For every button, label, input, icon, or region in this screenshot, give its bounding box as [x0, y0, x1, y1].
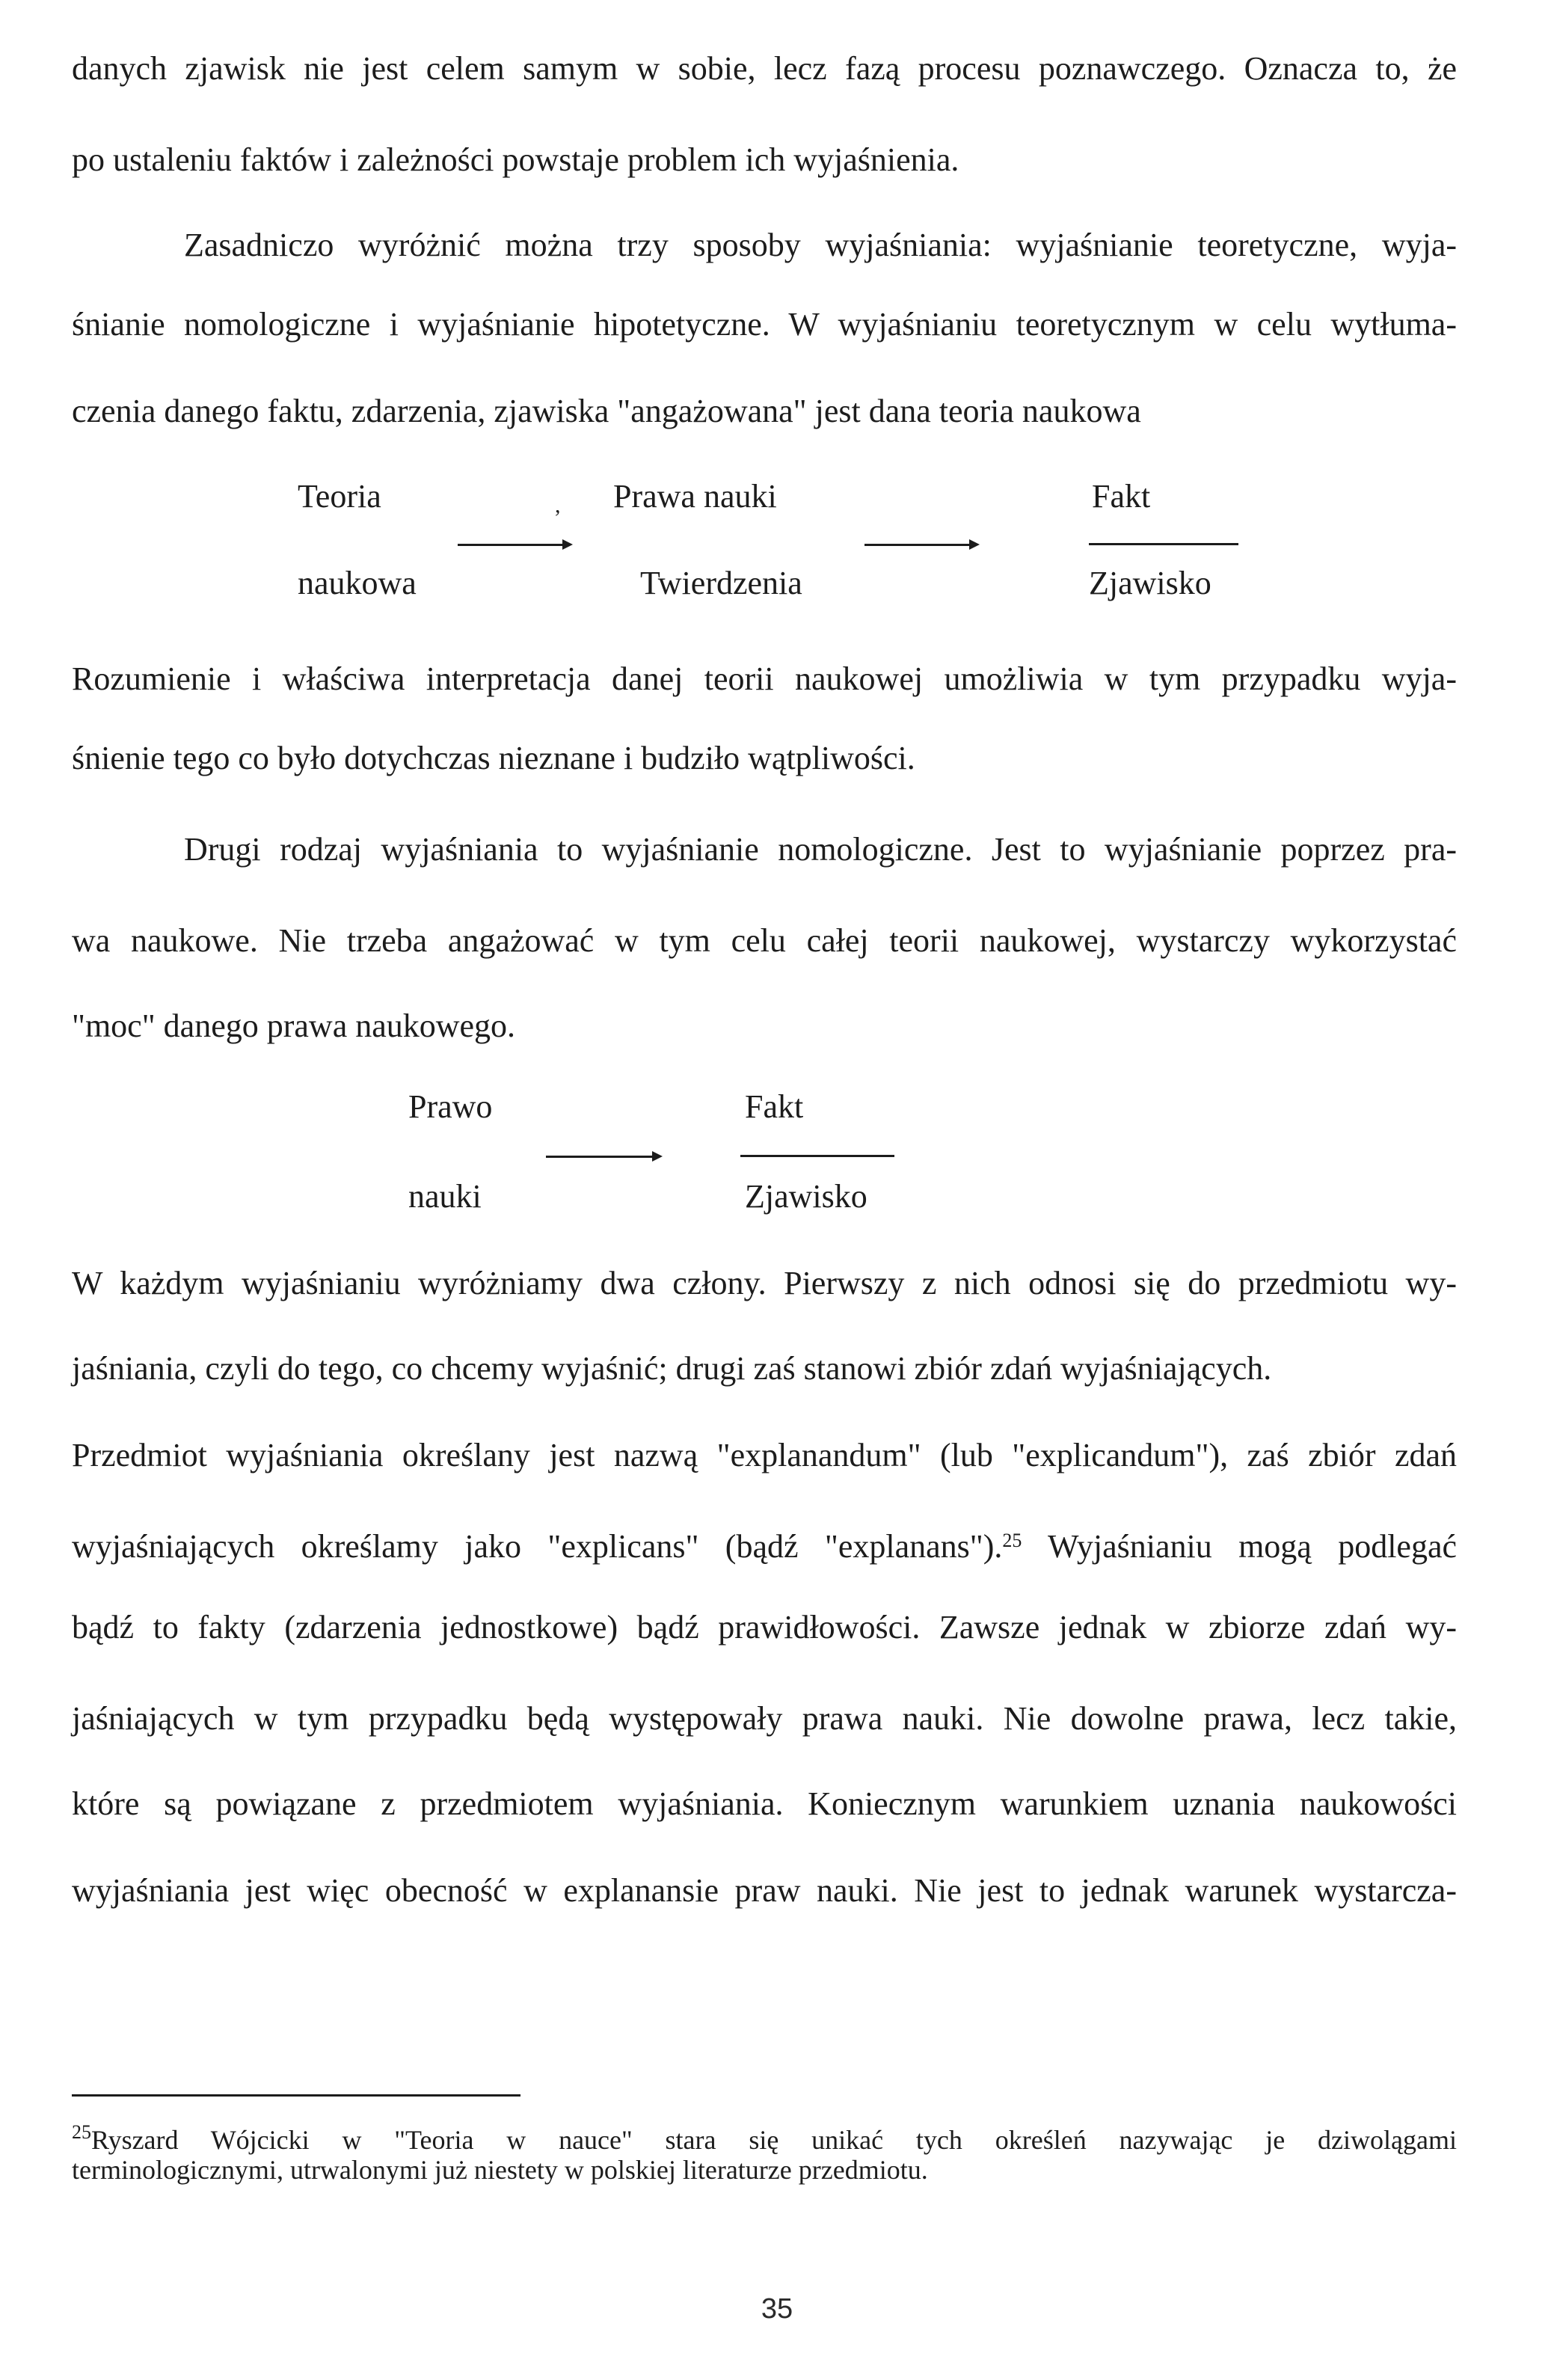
diagram-laws-bottom: Twierdzenia: [640, 565, 802, 601]
diagram-fact-top: Fakt: [1092, 478, 1151, 515]
body-line: Przedmiot wyjaśniania określany jest nazwą "explanandum" (lub "explicandum"), zaś zbiór zdań: [72, 1437, 1457, 1473]
body-line-text: wyjaśniających określamy jako "explicans" (bądź "explanans").: [72, 1528, 1003, 1565]
body-line: Rozumienie i właściwa interpretacja danej teorii naukowej umożliwia w tym przypadku wyja-: [72, 660, 1457, 697]
body-line: śnienie tego co było dotychczas nieznane i budziło wątpliwości.: [72, 740, 915, 776]
diagram-theory-bottom: naukowa: [298, 565, 417, 601]
footnote-divider: [72, 2094, 520, 2097]
body-line: "moc" danego prawa naukowego.: [72, 1007, 516, 1044]
body-line: jaśniających w tym przypadku będą występowały prawa nauki. Nie dowolne prawa, lecz takie,: [72, 1700, 1457, 1737]
body-line: Drugi rodzaj wyjaśniania to wyjaśnianie nomologiczne. Jest to wyjaśnianie poprzez pra-: [184, 831, 1457, 868]
diagram2-fact-bottom: Zjawisko: [745, 1178, 867, 1215]
body-line: W każdym wyjaśnianiu wyróżniamy dwa człony. Pierwszy z nich odnosi się do przedmiotu wy-: [72, 1265, 1457, 1301]
body-line-text: Wyjaśnianiu mogą podlegać: [1022, 1528, 1457, 1565]
diagram-law-top: Prawo: [408, 1088, 493, 1125]
body-line-with-footnote-ref: [72, 1520, 1457, 1568]
body-line: po ustaleniu faktów i zależności powstaje problem ich wyjaśnienia.: [72, 141, 959, 178]
body-line: śnianie nomologiczne i wyjaśnianie hipotetyczne. W wyjaśnianiu teoretycznym w celu wytłuma-: [72, 306, 1457, 343]
body-line: czenia danego faktu, zdarzenia, zjawiska "angażowana" jest dana teoria naukowa: [72, 393, 1141, 429]
body-line: wyjaśniania jest więc obecność w explanansie praw nauki. Nie jest to jednak warunek wystarcza-: [72, 1872, 1457, 1909]
diagram-fact-bottom: Zjawisko: [1089, 565, 1211, 601]
footnote-text: Ryszard Wójcicki w "Teoria w nauce" stara się unikać tych określeń nazywając je dziwolągami: [91, 2125, 1457, 2155]
diagram-laws-top: Prawa nauki: [613, 478, 777, 515]
body-line: danych zjawisk nie jest celem samym w sobie, lecz fazą procesu poznawczego. Oznacza to, że: [72, 50, 1457, 87]
body-line: Zasadniczo wyróżnić można trzy sposoby wyjaśniania: wyjaśnianie teoretyczne, wyja-: [184, 227, 1457, 263]
arrow-icon: [864, 544, 977, 546]
page-number: 35: [761, 2293, 793, 2325]
body-line: które są powiązane z przedmiotem wyjaśniania. Koniecznym warunkiem uznania naukowości: [72, 1785, 1457, 1822]
footnote-ref: 25: [1002, 1530, 1022, 1551]
footnote-marker: 25: [72, 2121, 91, 2143]
body-line: bądź to fakty (zdarzenia jednostkowe) bądź prawidłowości. Zawsze jednak w zbiorze zdań wy-: [72, 1609, 1457, 1646]
diagram-theory-top: Teoria: [298, 478, 381, 515]
body-line: wa naukowe. Nie trzeba angażować w tym celu całej teorii naukowej, wystarczy wykorzystać: [72, 922, 1457, 959]
footnote-line: [72, 2115, 1457, 2157]
fraction-bar: [1089, 543, 1238, 545]
diagram2-fact-top: Fakt: [745, 1088, 804, 1125]
tick-mark-icon: ,: [555, 493, 561, 518]
diagram-law-bottom: nauki: [408, 1178, 482, 1215]
fraction-bar: [740, 1155, 894, 1157]
body-line: jaśniania, czyli do tego, co chcemy wyjaśnić; drugi zaś stanowi zbiór zdań wyjaśniających.: [72, 1350, 1272, 1387]
arrow-icon: [458, 544, 570, 546]
arrow-icon: [546, 1156, 660, 1158]
footnote-line: terminologicznymi, utrwalonymi już niestety w polskiej literaturze przedmiotu.: [72, 2155, 928, 2185]
